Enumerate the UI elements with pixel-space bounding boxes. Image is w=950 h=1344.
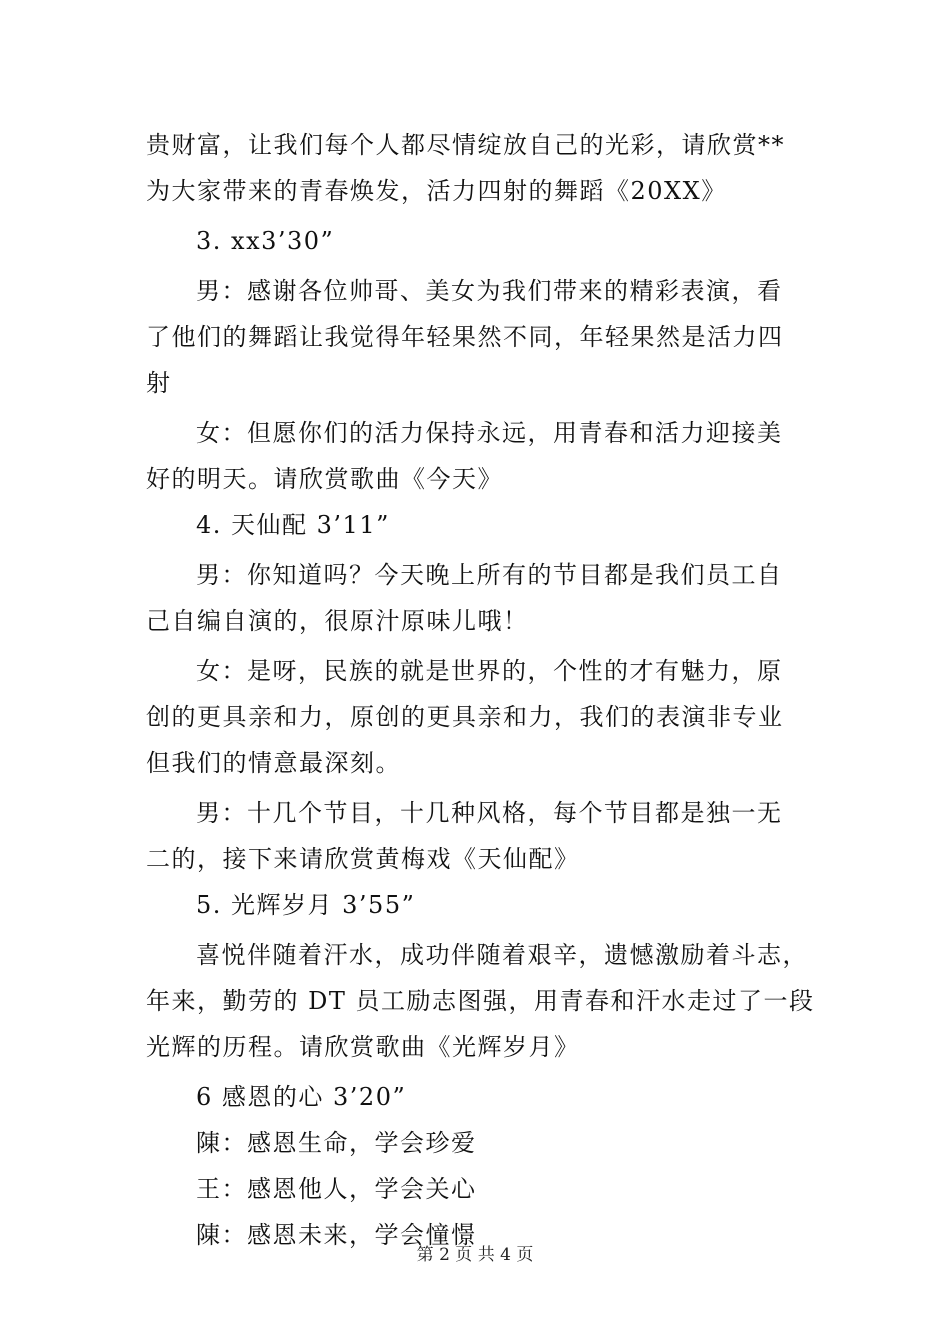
text-line: 陳：感恩生命，学会珍爱 [196, 1129, 477, 1157]
text-line: 陳：感恩未来，学会憧憬 [196, 1221, 477, 1249]
program-heading: 3. xx3’30” [196, 227, 335, 255]
program-heading: 6 感恩的心 3’20” [196, 1083, 407, 1111]
text-line: 年来，勤劳的 DT 员工励志图强，用青春和汗水走过了一段 [146, 987, 815, 1015]
paragraph-intro-continuation [146, 122, 816, 214]
text-line: 了他们的舞蹈让我觉得年轻果然不同，年轻果然是活力四 [146, 323, 784, 351]
text-line: 女：但愿你们的活力保持永远，用青春和活力迎接美 [196, 419, 783, 447]
program-item-4-heading [146, 502, 816, 548]
text-line: 女：是呀，民族的就是世界的，个性的才有魅力，原 [196, 657, 783, 685]
document-body [146, 122, 816, 1258]
text-line: 男：感谢各位帅哥、美女为我们带来的精彩表演，看 [196, 277, 783, 305]
program-item-3-heading [146, 218, 816, 264]
text-line: 男：十几个节目，十几种风格，每个节目都是独一无 [196, 799, 783, 827]
paragraph-male-host-2 [146, 552, 816, 644]
text-line: 王：感恩他人，学会关心 [196, 1175, 477, 1203]
paragraph-narration [146, 932, 816, 1070]
text-line: 创的更具亲和力，原创的更具亲和力，我们的表演非专业 [146, 703, 784, 731]
program-heading: 5. 光辉岁月 3’55” [196, 891, 416, 919]
text-line: 二的，接下来请欣赏黄梅戏《天仙配》 [146, 845, 580, 873]
text-line: 好的明天。请欣赏歌曲《今天》 [146, 465, 503, 493]
program-heading: 4. 天仙配 3’11” [196, 511, 390, 539]
paragraph-male-host-3 [146, 790, 816, 882]
text-line: 贵财富，让我们每个人都尽情绽放自己的光彩，请欣赏** [146, 131, 785, 159]
paragraph-chen-1 [146, 1120, 816, 1166]
text-line: 男：你知道吗？今天晚上所有的节目都是我们员工自 [196, 561, 783, 589]
text-line: 喜悦伴随着汗水，成功伴随着艰辛，遗憾激励着斗志， [196, 941, 808, 969]
paragraph-female-host-1 [146, 410, 816, 502]
text-line: 射 [146, 369, 172, 397]
text-line: 己自编自演的，很原汁原味儿哦！ [146, 607, 529, 635]
paragraph-female-host-2 [146, 648, 816, 786]
text-line: 光辉的历程。请欣赏歌曲《光辉岁月》 [146, 1033, 580, 1061]
paragraph-male-host-1 [146, 268, 816, 406]
text-line: 为大家带来的青春焕发，活力四射的舞蹈《20XX》 [146, 177, 727, 205]
paragraph-wang-1 [146, 1166, 816, 1212]
program-item-5-heading [146, 882, 816, 928]
program-item-6-heading [146, 1074, 816, 1120]
page-footer: 第 2 页 共 4 页 [416, 1245, 534, 1265]
text-line: 但我们的情意最深刻。 [146, 749, 401, 777]
